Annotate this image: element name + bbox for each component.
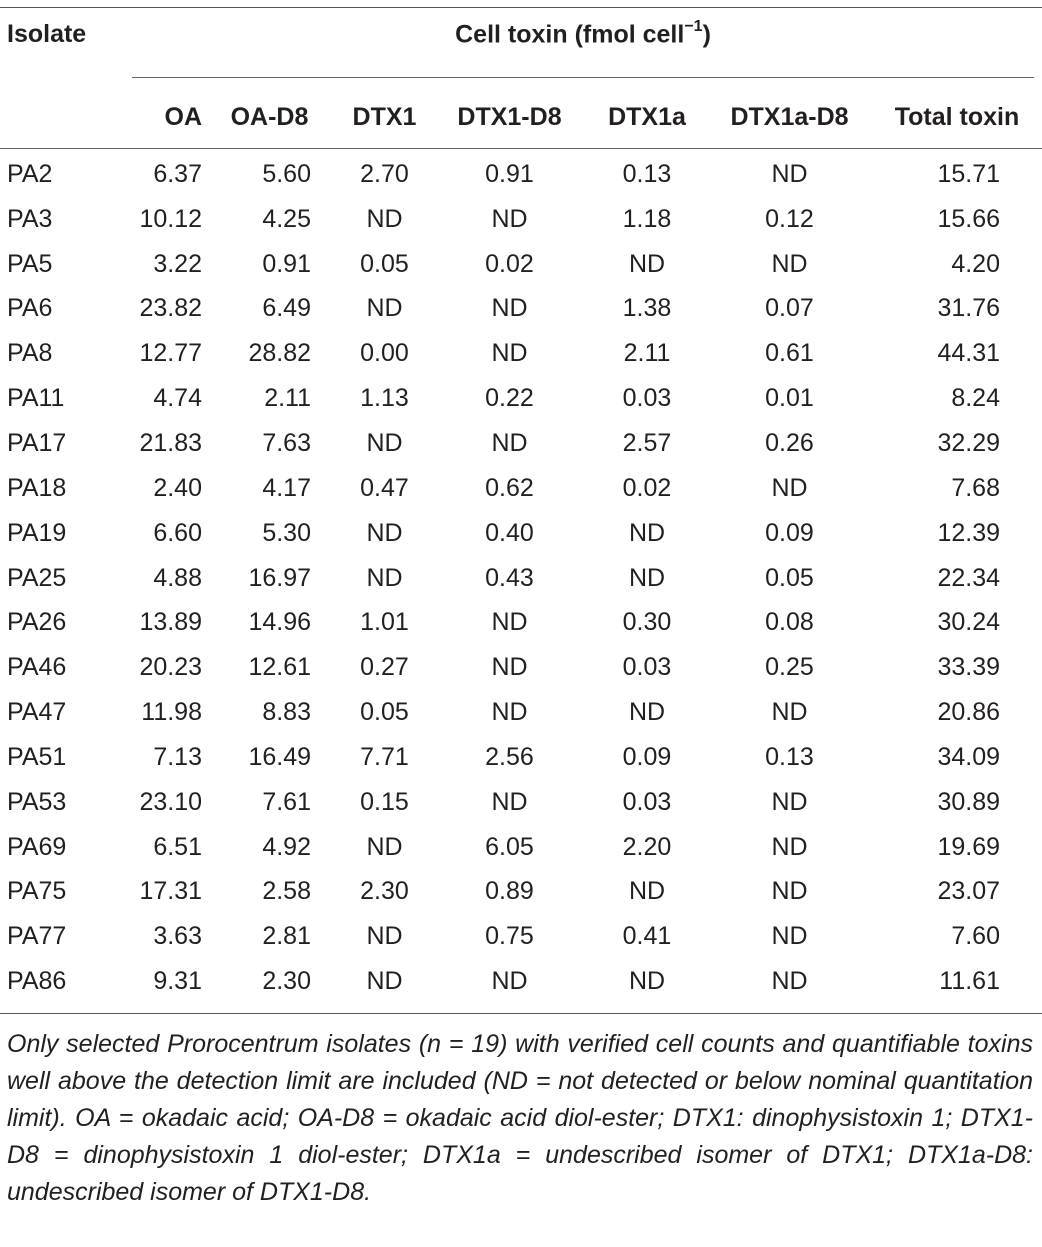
table-row xyxy=(0,780,1042,825)
cell-oad8: 16.49 xyxy=(248,742,311,771)
cell-oad8: 2.11 xyxy=(264,384,311,413)
cell-oa: 2.40 xyxy=(153,473,202,502)
cell-dtx1a: 0.13 xyxy=(622,159,672,188)
cell-isolate: PA11 xyxy=(7,384,65,413)
cell-oa: 20.23 xyxy=(139,653,202,682)
cell-dtx1ad8: 0.13 xyxy=(765,742,814,771)
table-row xyxy=(0,645,1042,690)
cell-dtx1: ND xyxy=(366,294,403,323)
cell-dtx1ad8: 0.61 xyxy=(765,339,814,368)
cell-dtx1ad8: 0.07 xyxy=(765,294,814,323)
cell-oa: 6.37 xyxy=(153,159,202,188)
cell-oa: 11.98 xyxy=(141,698,202,727)
cell-oad8: 6.49 xyxy=(262,294,311,323)
cell-dtx1d8: 0.40 xyxy=(485,518,534,547)
cell-dtx1a: 2.20 xyxy=(622,832,672,861)
column-header-oa: OA xyxy=(164,102,202,131)
cell-dtx1d8: ND xyxy=(491,787,528,816)
cell-oad8: 28.82 xyxy=(248,339,311,368)
table-row xyxy=(0,870,1042,915)
cell-oa: 7.13 xyxy=(153,742,202,771)
cell-oa: 6.51 xyxy=(153,832,202,861)
cell-dtx1a: ND xyxy=(628,967,666,996)
column-header-dtx1a-d8: DTX1a-D8 xyxy=(730,102,849,131)
cell-total: 7.60 xyxy=(951,922,1000,951)
cell-dtx1ad8: 0.05 xyxy=(765,563,814,592)
cell-isolate: PA25 xyxy=(7,563,67,592)
cell-dtx1ad8: ND xyxy=(771,473,808,502)
cell-isolate: PA3 xyxy=(7,204,53,233)
cell-dtx1: ND xyxy=(366,563,403,592)
cell-isolate: PA51 xyxy=(7,742,67,771)
cell-dtx1ad8: ND xyxy=(771,877,808,906)
cell-dtx1a: ND xyxy=(628,698,666,727)
cell-isolate: PA77 xyxy=(7,922,67,951)
cell-oad8: 7.61 xyxy=(262,787,311,816)
cell-oa: 23.10 xyxy=(139,787,202,816)
table-row xyxy=(0,556,1042,601)
cell-total: 11.61 xyxy=(939,967,1000,996)
cell-dtx1: ND xyxy=(366,428,403,457)
cell-oad8: 0.91 xyxy=(262,249,311,278)
cell-dtx1d8: 0.62 xyxy=(485,473,534,502)
cell-oa: 4.88 xyxy=(153,563,202,592)
cell-total: 4.20 xyxy=(951,249,1000,278)
cell-dtx1: ND xyxy=(366,518,403,547)
cell-oad8: 2.81 xyxy=(262,922,311,951)
cell-total: 44.31 xyxy=(937,339,1000,368)
cell-isolate: PA75 xyxy=(7,877,67,906)
cell-isolate: PA26 xyxy=(7,608,67,637)
cell-total: 32.29 xyxy=(937,428,1000,457)
cell-isolate: PA18 xyxy=(7,473,67,502)
cell-oad8: 7.63 xyxy=(262,428,311,457)
cell-dtx1: 0.05 xyxy=(360,698,409,727)
cell-dtx1a: 2.11 xyxy=(623,339,671,368)
header-spacer xyxy=(0,140,1042,152)
cell-dtx1a: 0.41 xyxy=(622,922,672,951)
cell-total: 30.89 xyxy=(937,787,1000,816)
cell-total: 33.39 xyxy=(937,653,1000,682)
cell-dtx1ad8: ND xyxy=(771,922,808,951)
cell-total: 19.69 xyxy=(937,832,1000,861)
cell-dtx1d8: 0.89 xyxy=(485,877,534,906)
cell-dtx1: ND xyxy=(366,832,403,861)
cell-oad8: 16.97 xyxy=(248,563,311,592)
cell-dtx1: 1.01 xyxy=(360,608,409,637)
cell-dtx1a: 1.18 xyxy=(622,204,672,233)
cell-dtx1d8: ND xyxy=(491,608,528,637)
table-row xyxy=(0,421,1042,466)
table-row xyxy=(0,152,1042,197)
cell-dtx1ad8: ND xyxy=(771,787,808,816)
cell-oa: 10.12 xyxy=(139,204,202,233)
cell-dtx1d8: ND xyxy=(491,653,528,682)
cell-oa: 23.82 xyxy=(139,294,202,323)
cell-dtx1a: ND xyxy=(628,877,666,906)
table-row xyxy=(0,287,1042,332)
cell-dtx1d8: 0.22 xyxy=(485,384,534,413)
cell-total: 15.71 xyxy=(937,159,1000,188)
column-header-dtx1: DTX1 xyxy=(352,102,417,131)
column-header-blank xyxy=(0,94,132,140)
table-bottom-rule xyxy=(0,1013,1042,1014)
cell-isolate: PA8 xyxy=(7,339,53,368)
column-header-oa-d8: OA-D8 xyxy=(230,102,309,131)
cell-oa: 17.31 xyxy=(139,877,202,906)
cell-dtx1ad8: 0.01 xyxy=(765,384,814,413)
cell-dtx1a: ND xyxy=(628,563,666,592)
cell-total: 12.39 xyxy=(937,518,1000,547)
header-cell-toxin xyxy=(132,20,1034,49)
cell-dtx1: 2.30 xyxy=(360,877,409,906)
cell-total: 31.76 xyxy=(937,294,1000,323)
cell-dtx1d8: ND xyxy=(491,428,528,457)
cell-dtx1d8: 2.56 xyxy=(485,742,534,771)
cell-oa: 12.77 xyxy=(139,339,202,368)
cell-isolate: PA69 xyxy=(7,832,67,861)
header-cell-toxin-sup: −1 xyxy=(684,18,703,35)
cell-oad8: 8.83 xyxy=(262,698,311,727)
cell-oad8: 5.30 xyxy=(262,518,311,547)
cell-dtx1d8: ND xyxy=(491,339,528,368)
cell-dtx1ad8: 0.09 xyxy=(765,518,814,547)
cell-dtx1: ND xyxy=(366,204,403,233)
cell-dtx1d8: ND xyxy=(491,294,528,323)
cell-dtx1a: 2.57 xyxy=(622,428,672,457)
cell-isolate: PA6 xyxy=(7,294,53,323)
cell-total: 34.09 xyxy=(937,742,1000,771)
cell-oa: 21.83 xyxy=(139,428,202,457)
cell-dtx1ad8: ND xyxy=(771,698,808,727)
cell-oad8: 2.58 xyxy=(262,877,311,906)
cell-dtx1a: 0.02 xyxy=(622,473,672,502)
cell-oa: 3.22 xyxy=(153,249,202,278)
cell-dtx1ad8: ND xyxy=(771,967,808,996)
cell-isolate: PA19 xyxy=(7,518,67,547)
cell-dtx1d8: 0.75 xyxy=(485,922,534,951)
cell-dtx1a: 1.38 xyxy=(622,294,672,323)
cell-dtx1ad8: ND xyxy=(771,159,808,188)
cell-dtx1d8: 6.05 xyxy=(485,832,534,861)
cell-dtx1a: ND xyxy=(628,249,666,278)
table-row xyxy=(0,959,1042,1004)
cell-dtx1d8: ND xyxy=(491,204,528,233)
header-span-rule xyxy=(132,77,1034,78)
cell-oad8: 14.96 xyxy=(248,608,311,637)
cell-dtx1a: 0.03 xyxy=(622,384,672,413)
table-row xyxy=(0,511,1042,556)
cell-total: 20.86 xyxy=(937,698,1000,727)
cell-isolate: PA2 xyxy=(7,159,53,188)
cell-oa: 9.31 xyxy=(153,967,202,996)
cell-dtx1: 0.27 xyxy=(360,653,409,682)
cell-oad8: 4.92 xyxy=(262,832,311,861)
cell-isolate: PA47 xyxy=(7,698,67,727)
cell-total: 7.68 xyxy=(951,473,1000,502)
column-header-total: Total toxin xyxy=(894,102,1020,131)
table-row xyxy=(0,825,1042,870)
cell-total: 22.34 xyxy=(937,563,1000,592)
column-header-row xyxy=(0,94,1042,140)
cell-oa: 4.74 xyxy=(153,384,202,413)
table-footnote: Only selected Prorocentrum isolates (n = 19) with verified cell counts and quantifiable toxins well above the detection limit are included (ND = not detected or below nominal quantitation limit). OA = okadaic acid; OA-D8 = okadaic acid diol-ester; DTX1: dinophysistoxin 1; DTX1-D8 = dinophysistoxin 1 diol-ester; DTX1a = undescribed isomer of DTX1; DTX1a-D8: undescribed isomer of DTX1-D8. xyxy=(7,1030,1033,1206)
table-row xyxy=(0,466,1042,511)
cell-isolate: PA46 xyxy=(7,653,67,682)
column-header-dtx1-d8: DTX1-D8 xyxy=(457,102,562,131)
cell-dtx1: 0.00 xyxy=(360,339,409,368)
cell-dtx1ad8: 0.26 xyxy=(765,428,814,457)
table-row xyxy=(0,914,1042,959)
table-row xyxy=(0,197,1042,242)
cell-oad8: 5.60 xyxy=(262,159,311,188)
cell-dtx1a: 0.03 xyxy=(622,653,672,682)
cell-dtx1d8: 0.91 xyxy=(485,159,534,188)
cell-dtx1d8: ND xyxy=(491,967,528,996)
cell-dtx1d8: 0.02 xyxy=(485,249,534,278)
cell-dtx1d8: ND xyxy=(491,698,528,727)
table-row xyxy=(0,690,1042,735)
cell-total: 23.07 xyxy=(937,877,1000,906)
table-row xyxy=(0,331,1042,376)
cell-isolate: PA53 xyxy=(7,787,67,816)
header-isolate: Isolate xyxy=(7,20,87,48)
table-row xyxy=(0,600,1042,645)
cell-total: 15.66 xyxy=(937,204,1000,233)
cell-dtx1d8: 0.43 xyxy=(485,563,534,592)
cell-dtx1: 0.15 xyxy=(360,787,409,816)
cell-total: 8.24 xyxy=(951,384,1000,413)
table-top-rule xyxy=(0,7,1042,8)
cell-dtx1: ND xyxy=(366,967,403,996)
cell-dtx1a: 0.09 xyxy=(622,742,672,771)
cell-oa: 6.60 xyxy=(153,518,202,547)
table-row xyxy=(0,242,1042,287)
cell-dtx1ad8: 0.12 xyxy=(765,204,814,233)
cell-dtx1: 2.70 xyxy=(360,159,409,188)
cell-dtx1a: ND xyxy=(628,518,666,547)
cell-oad8: 4.25 xyxy=(262,204,311,233)
cell-oad8: 12.61 xyxy=(248,653,311,682)
cell-dtx1ad8: ND xyxy=(771,832,808,861)
table-row xyxy=(0,376,1042,421)
cell-dtx1ad8: 0.08 xyxy=(765,608,814,637)
column-header-dtx1a: DTX1a xyxy=(608,102,686,131)
header-cell-toxin-close: ) xyxy=(702,20,711,49)
cell-isolate: PA5 xyxy=(7,249,53,278)
cell-dtx1: 0.05 xyxy=(360,249,409,278)
cell-dtx1a: 0.03 xyxy=(622,787,672,816)
cell-isolate: PA17 xyxy=(7,428,67,457)
cell-oa: 13.89 xyxy=(139,608,202,637)
cell-total: 30.24 xyxy=(937,608,1000,637)
cell-oa: 3.63 xyxy=(153,922,202,951)
cell-dtx1ad8: 0.25 xyxy=(765,653,814,682)
cell-dtx1: 1.13 xyxy=(360,384,409,413)
cell-oad8: 2.30 xyxy=(262,967,311,996)
cell-dtx1: 0.47 xyxy=(360,473,409,502)
table-row xyxy=(0,735,1042,780)
cell-dtx1a: 0.30 xyxy=(622,608,672,637)
cell-dtx1ad8: ND xyxy=(771,249,808,278)
cell-isolate: PA86 xyxy=(7,967,67,996)
header-cell-toxin-text: Cell toxin (fmol cell xyxy=(455,20,685,49)
cell-dtx1: ND xyxy=(366,922,403,951)
cell-oad8: 4.17 xyxy=(262,473,311,502)
cell-dtx1: 7.71 xyxy=(360,742,409,771)
toxin-table xyxy=(0,94,1042,1004)
